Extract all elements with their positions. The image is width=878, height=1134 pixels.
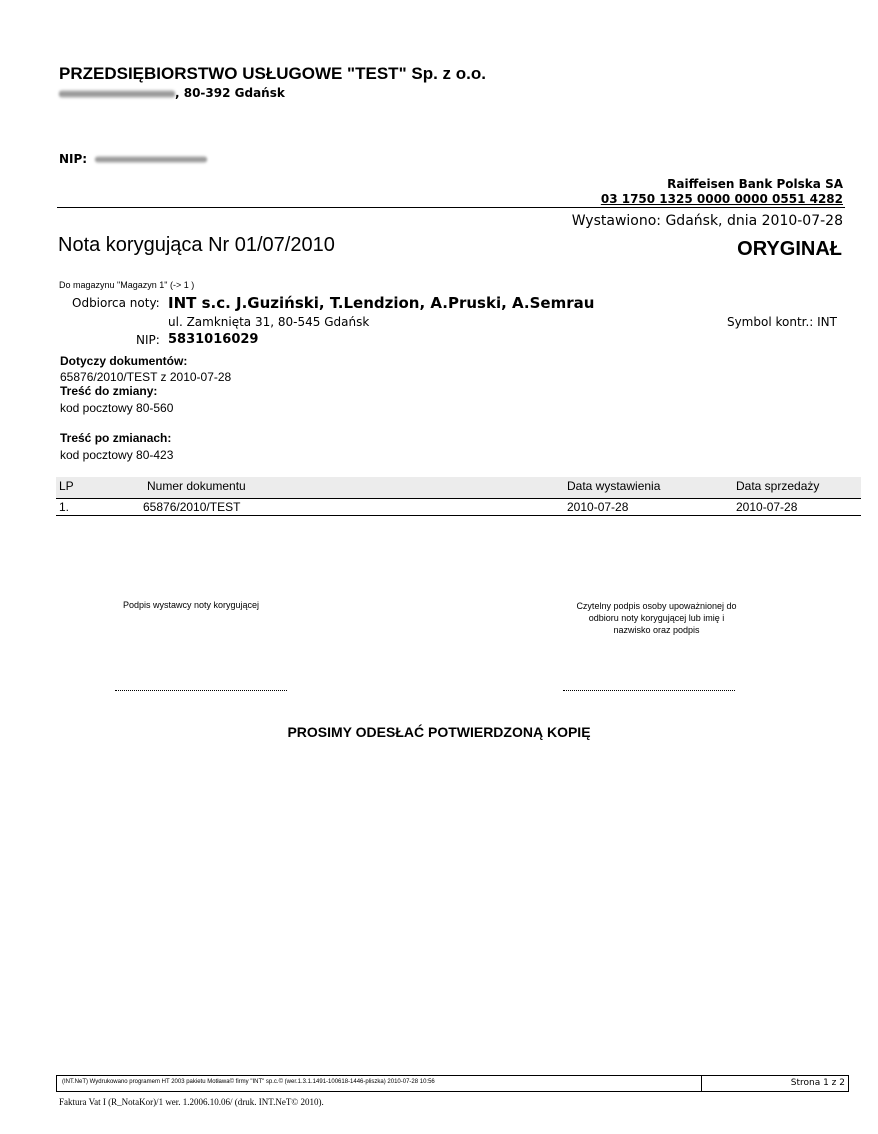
recipient-caption-line: nazwisko oraz podpis: [613, 625, 700, 635]
recipient-caption-line: odbioru noty korygującej lub imię i: [588, 613, 725, 623]
recipient-nip-label: NIP:: [136, 333, 160, 347]
col-header-sale-date: Data sprzedaży: [736, 479, 820, 493]
footer-page-number: Strona 1 z 2: [790, 1078, 845, 1088]
after-value: kod pocztowy 80-423: [60, 448, 174, 462]
redacted-street: [59, 90, 175, 98]
cell-sale-date: 2010-07-28: [736, 500, 798, 514]
col-header-issue-date: Data wystawienia: [567, 479, 661, 493]
recipient-symbol: Symbol kontr.: INT: [726, 315, 837, 329]
header-divider: [57, 207, 845, 208]
document-title: Nota korygująca Nr 01/07/2010: [58, 234, 335, 256]
bank-account: 03 1750 1325 0000 0000 0551 4282: [600, 192, 843, 206]
cell-lp: 1.: [59, 500, 70, 514]
recipient-label: Odbiorca noty:: [72, 296, 160, 310]
col-header-lp: LP: [59, 479, 74, 493]
footer-form-info: Faktura Vat I (R_NotaKor)/1 wer. 1.2006.10.06/ (druk. INT.NeT© 2010).: [59, 1097, 324, 1107]
issuer-signature-line: [115, 690, 287, 691]
before-value: kod pocztowy 80-560: [60, 401, 174, 415]
warehouse-note: Do magazynu "Magazyn 1" (-> 1 ): [59, 280, 195, 290]
redacted-nip: [95, 156, 207, 163]
recipient-name: INT s.c. J.Guziński, T.Lendzion, A.Pruski, A.Semrau: [168, 294, 595, 312]
footer-box: [56, 1075, 849, 1092]
recipient-caption-line: Czytelny podpis osoby upoważnionej do: [576, 601, 737, 611]
after-label: Treść po zmianach:: [60, 431, 172, 445]
concerns-label: Dotyczy dokumentów:: [60, 354, 188, 368]
issuer-nip-label: NIP:: [59, 152, 88, 166]
cell-document-number: 65876/2010/TEST: [143, 500, 241, 514]
recipient-address: ul. Zamknięta 31, 80-545 Gdańsk: [168, 315, 370, 329]
cell-issue-date: 2010-07-28: [567, 500, 629, 514]
before-label: Treść do zmiany:: [60, 384, 158, 398]
recipient-signature-caption: [554, 600, 759, 636]
issuer-address: [59, 86, 285, 100]
issuer-nip: [59, 152, 207, 166]
table-header-line: [56, 498, 861, 499]
bank-name: Raiffeisen Bank Polska SA: [667, 177, 843, 191]
table-bottom-line: [56, 515, 861, 516]
copy-type: ORYGINAŁ: [737, 238, 842, 260]
return-request: PROSIMY ODESŁAĆ POTWIERDZONĄ KOPIĘ: [287, 724, 591, 740]
recipient-signature-line: [563, 690, 735, 691]
issue-place-date: Wystawiono: Gdańsk, dnia 2010-07-28: [571, 213, 843, 229]
footer-divider: [701, 1076, 702, 1091]
recipient-nip: 5831016029: [168, 332, 259, 347]
issuer-name: PRZEDSIĘBIORSTWO USŁUGOWE "TEST" Sp. z o.o.: [59, 64, 486, 83]
issuer-signature-caption: Podpis wystawcy noty korygującej: [123, 600, 260, 610]
concerns-value: 65876/2010/TEST z 2010-07-28: [60, 370, 232, 384]
footer-printed-by: (INT.NeT) Wydrukowano programem HT 2003 pakietu Motława© firmy "INT" sp.c.© (wer.1.3.1.1491-100618-1446-pliszka) 2010-07-28 10:56: [62, 1079, 435, 1085]
col-header-document-number: Numer dokumentu: [147, 479, 246, 493]
issuer-address-city: , 80-392 Gdańsk: [175, 86, 285, 100]
